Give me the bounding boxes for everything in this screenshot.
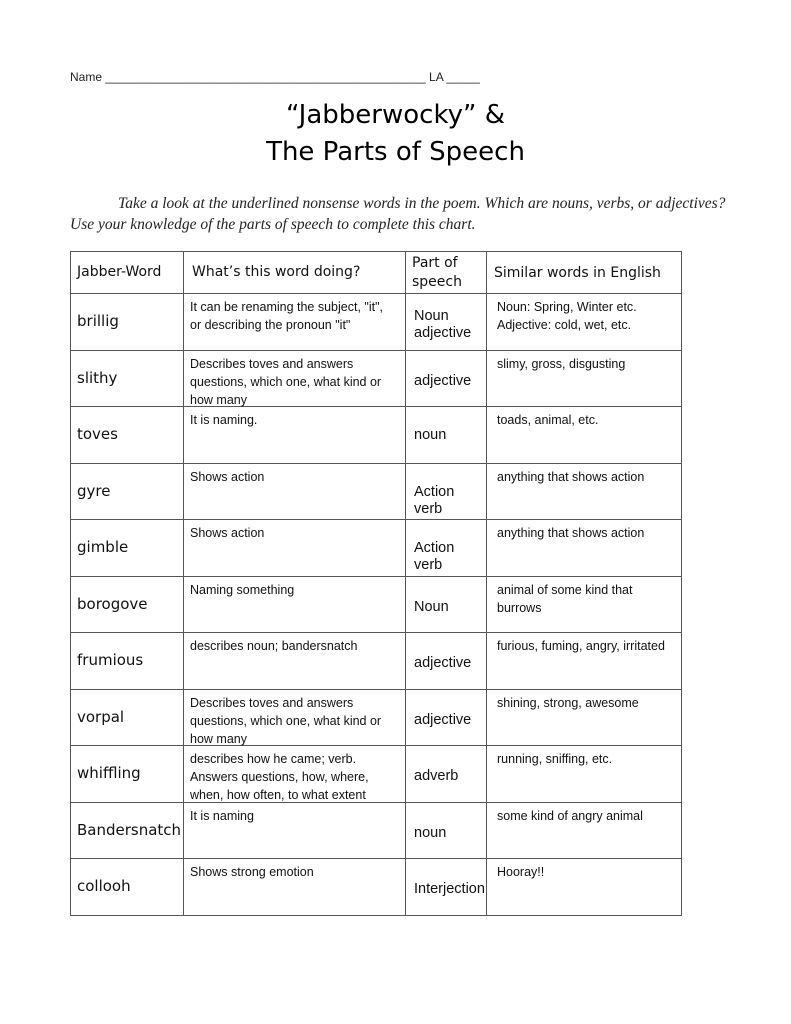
chart-header-row <box>71 252 682 294</box>
jabber-word: borogove <box>77 594 148 613</box>
part-of-speech-answer: Interjection <box>414 881 485 897</box>
word-doing-answer: It is naming <box>190 808 254 823</box>
part-of-speech-answer-cell <box>406 350 487 407</box>
jabber-word: brillig <box>77 312 119 330</box>
jabber-word-cell <box>71 407 184 464</box>
part-of-speech-answer-cell <box>406 576 487 633</box>
jabber-word: slithy <box>77 368 118 387</box>
part-of-speech-answer-cell <box>406 746 487 803</box>
word-doing-answer: It can be renaming the subject, "it", or describing the pronoun "it" <box>190 300 384 332</box>
word-doing-answer-cell <box>184 802 406 859</box>
word-doing-answer-cell <box>184 859 406 916</box>
table-row <box>71 294 682 351</box>
jabber-word: gimble <box>77 538 129 556</box>
similar-words-answer-cell <box>487 859 682 916</box>
similar-words-answer: toads, animal, etc. <box>497 413 599 427</box>
jabber-word-cell <box>71 746 184 803</box>
word-doing-answer-cell <box>184 407 406 464</box>
word-doing-answer: It is naming. <box>190 413 258 427</box>
worksheet-title-line-1: “Jabberwocky” & <box>286 100 505 130</box>
jabber-word-cell <box>71 294 184 351</box>
header-jabber-word: Jabber-Word <box>71 252 184 294</box>
header-part-of-speech: Part of speech <box>406 252 487 294</box>
word-doing-answer: Describes toves and answers questions, which one, what kind or how many <box>190 695 382 746</box>
similar-words-answer: shining, strong, awesome <box>497 695 639 710</box>
word-doing-answer-cell <box>184 633 406 690</box>
part-of-speech-answer: noun <box>414 427 447 443</box>
similar-words-answer: slimy, gross, disgusting <box>497 356 626 371</box>
word-doing-answer: Shows strong emotion <box>190 865 314 879</box>
parts-of-speech-chart <box>70 251 682 916</box>
similar-words-answer: running, sniffing, etc. <box>497 752 613 766</box>
word-doing-answer-cell <box>184 689 406 746</box>
similar-words-answer: anything that shows action <box>497 469 645 484</box>
jabber-word: toves <box>77 425 118 443</box>
part-of-speech-answer: adjective <box>414 655 472 671</box>
worksheet-title-line-2: The Parts of Speech <box>266 137 525 167</box>
jabber-word-cell <box>71 520 184 577</box>
similar-words-answer-cell <box>487 689 682 746</box>
header-word-doing: What’s this word doing? <box>184 252 406 294</box>
word-doing-answer: Shows action <box>190 469 265 484</box>
word-doing-answer: Shows action <box>190 526 265 540</box>
jabber-word-cell <box>71 576 184 633</box>
part-of-speech-answer: Action verb <box>414 540 455 573</box>
word-doing-answer-cell <box>184 350 406 407</box>
part-of-speech-answer: Action verb <box>414 483 455 517</box>
jabber-word-cell <box>71 633 184 690</box>
table-row <box>71 576 682 633</box>
word-doing-answer: Naming something <box>190 582 295 597</box>
part-of-speech-answer: noun <box>414 824 447 841</box>
similar-words-answer-cell <box>487 294 682 351</box>
similar-words-answer: Noun: Spring, Winter etc. Adjective: cold, wet, etc. <box>497 300 637 332</box>
table-row <box>71 520 682 577</box>
jabber-word-cell <box>71 463 184 520</box>
word-doing-answer-cell <box>184 746 406 803</box>
similar-words-answer: Hooray!! <box>497 865 545 879</box>
similar-words-answer-cell <box>487 463 682 520</box>
jabber-word: vorpal <box>77 707 125 726</box>
similar-words-answer-cell <box>487 407 682 464</box>
part-of-speech-answer: adjective <box>414 711 472 728</box>
similar-words-answer-cell <box>487 350 682 407</box>
part-of-speech-answer: Noun adjective <box>414 308 472 341</box>
part-of-speech-answer-cell <box>406 859 487 916</box>
table-row <box>71 407 682 464</box>
jabber-word: frumious <box>77 651 144 669</box>
word-doing-answer-cell <box>184 520 406 577</box>
part-of-speech-answer-cell <box>406 633 487 690</box>
part-of-speech-answer-cell <box>406 463 487 520</box>
instructions-paragraph: Take a look at the underlined nonsense words in the poem. Which are nouns, verbs, or adjectives? Use your knowledge of the parts of speech to complete this chart. <box>70 195 726 233</box>
similar-words-answer-cell <box>487 633 682 690</box>
jabber-word: collooh <box>77 877 131 895</box>
similar-words-answer-cell <box>487 576 682 633</box>
word-doing-answer-cell <box>184 463 406 520</box>
similar-words-answer: some kind of angry animal <box>497 808 643 823</box>
table-row <box>71 859 682 916</box>
header-similar-words: Similar words in English <box>487 252 682 294</box>
table-row <box>71 633 682 690</box>
part-of-speech-answer-cell <box>406 520 487 577</box>
word-doing-answer: describes how he came; verb. Answers questions, how, where, when, how often, to what extent <box>190 752 369 802</box>
jabber-word: whiffling <box>77 764 141 782</box>
part-of-speech-answer: adjective <box>414 372 472 389</box>
part-of-speech-answer: Noun <box>414 598 449 615</box>
jabber-word: Bandersnatch <box>77 820 182 839</box>
part-of-speech-answer-cell <box>406 802 487 859</box>
part-of-speech-answer-cell <box>406 407 487 464</box>
jabber-word: gyre <box>77 481 111 500</box>
part-of-speech-answer-cell <box>406 294 487 351</box>
similar-words-answer-cell <box>487 802 682 859</box>
jabber-word-cell <box>71 350 184 407</box>
word-doing-answer: Describes toves and answers questions, which one, what kind or how many <box>190 356 382 407</box>
jabber-word-cell <box>71 859 184 916</box>
similar-words-answer-cell <box>487 746 682 803</box>
word-doing-answer-cell <box>184 576 406 633</box>
word-doing-answer: describes noun; bandersnatch <box>190 639 358 653</box>
similar-words-answer: anything that shows action <box>497 526 645 540</box>
table-row <box>71 463 682 520</box>
chart-body <box>71 294 682 916</box>
table-row <box>71 746 682 803</box>
name-and-class-line: Name ________________________________________________ LA _____ <box>70 70 480 84</box>
part-of-speech-answer-cell <box>406 689 487 746</box>
table-row <box>71 802 682 859</box>
similar-words-answer: furious, fuming, angry, irritated <box>497 639 665 653</box>
table-row <box>71 350 682 407</box>
word-doing-answer-cell <box>184 294 406 351</box>
similar-words-answer: animal of some kind that burrows <box>497 582 633 615</box>
jabber-word-cell <box>71 689 184 746</box>
part-of-speech-answer: adverb <box>414 768 459 784</box>
similar-words-answer-cell <box>487 520 682 577</box>
table-row <box>71 689 682 746</box>
jabber-word-cell <box>71 802 184 859</box>
